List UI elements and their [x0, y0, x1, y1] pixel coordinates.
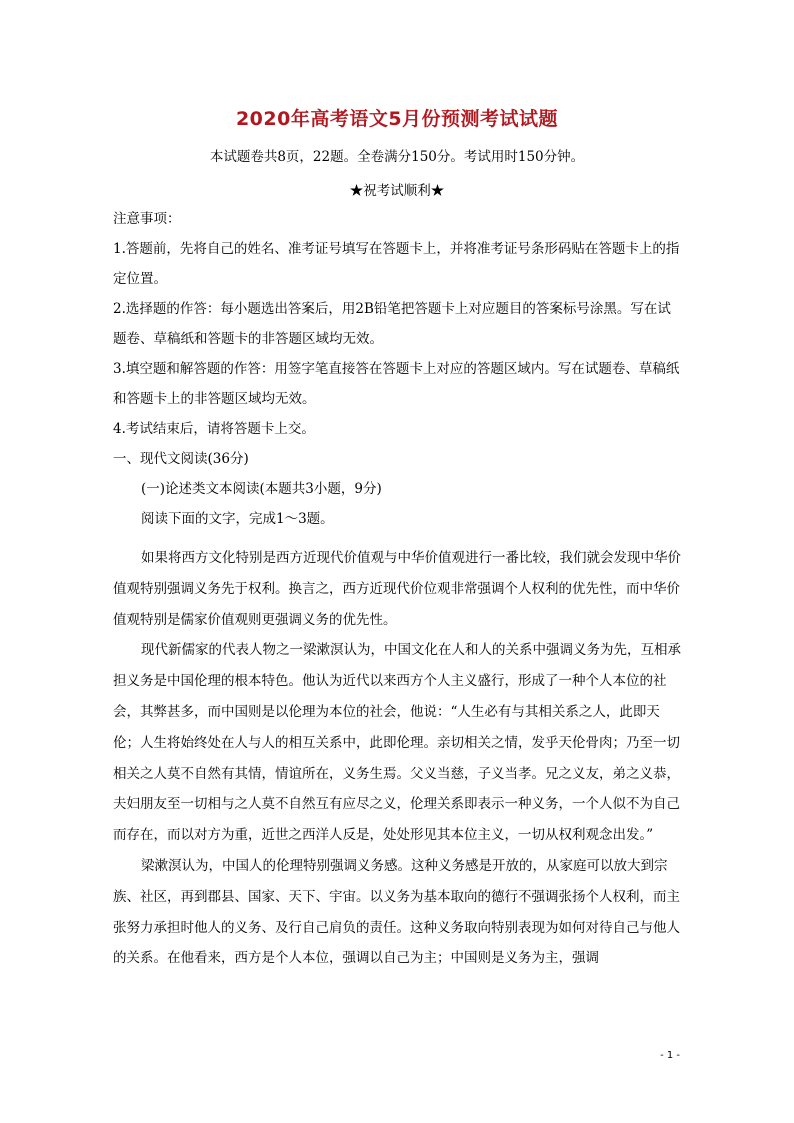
notice-item: 2.选择题的作答：每小题选出答案后，用2B铅笔把答题卡上对应题目的答案标号涂黑。写在试题卷、草稿纸和答题卡的非答题区域均无效。 [113, 301, 671, 347]
page-number: - 1 - [660, 1050, 680, 1061]
notice-section [113, 204, 683, 534]
section-heading: 一、现代文阅读(36分) [113, 451, 249, 467]
exam-info: 本试题卷共8页，22题。全卷满分150分。考试用时150分钟。 [209, 149, 585, 165]
notice-item: 1.答题前，先将自己的姓名、准考证号填写在答题卡上，并将准考证号条形码贴在答题卡上的指定位置。 [113, 241, 680, 287]
passage-paragraph: 现代新儒家的代表人物之一梁漱溟认为，中国文化在人和人的关系中强调义务为先，互相承担义务是中国伦理的根本特色。他认为近代以来西方个人主义盛行，形成了一种个人本位的社会，其弊甚多，而中国则是以伦理为本位的社会，他说：“人生必有与其相关系之人，此即天伦；人生将始终处在人与人的相互关系中，此即伦理。亲切相关之情，发乎天伦骨肉；乃至一切相关之人莫不自然有其情，情谊所在，义务生焉。父义当慈，子义当孝。兄之义友，弟之义恭，夫妇朋友至一切相与之人莫不自然互有应尽之义，伦理关系即表示一种义务，一个人似不为自己而存在，而以对方为重，近世之西洋人反是，处处形见其本位主义，一切从权利观念出发。” [113, 642, 681, 844]
reading-passage [113, 543, 683, 974]
reading-instruction: 阅读下面的文字，完成1～3题。 [141, 511, 334, 527]
section-subheading: (一)论述类文本阅读(本题共3小题，9分) [141, 481, 382, 497]
good-luck-line: ★祝考试顺利★ [349, 183, 445, 199]
passage-paragraph: 梁漱溟认为，中国人的伦理特别强调义务感。这种义务感是开放的，从家庭可以放大到宗族、社区，再到郡县、国家、天下、宇宙。以义务为基本取向的德行不强调张扬个人权利，而主张努力承担时他人的义务、及行自己肩负的责任。这种义务取向特别表现为如何对待自己与他人的关系。在他看来，西方是个人本位，强调以自己为主；中国则是义务为主，强调 [113, 857, 680, 967]
page-title: 2020年高考语文5月份预测考试试题 [235, 108, 559, 130]
notice-heading: 注意事项： [113, 211, 181, 227]
passage-paragraph: 如果将西方文化特别是西方近现代价值观与中华价值观进行一番比较，我们就会发现中华价值观特别强调义务先于权利。换言之，西方近现代价位观非常强调个人权利的优先性，而中华价值观特别是儒家价值观则更强调义务的优先性。 [113, 550, 681, 628]
notice-item: 4.考试结束后，请将答题卡上交。 [113, 421, 315, 437]
notice-item: 3.填空题和解答题的作答：用签字笔直接答在答题卡上对应的答题区域内。写在试题卷、草稿纸和答题卡上的非答题区域均无效。 [113, 361, 680, 407]
